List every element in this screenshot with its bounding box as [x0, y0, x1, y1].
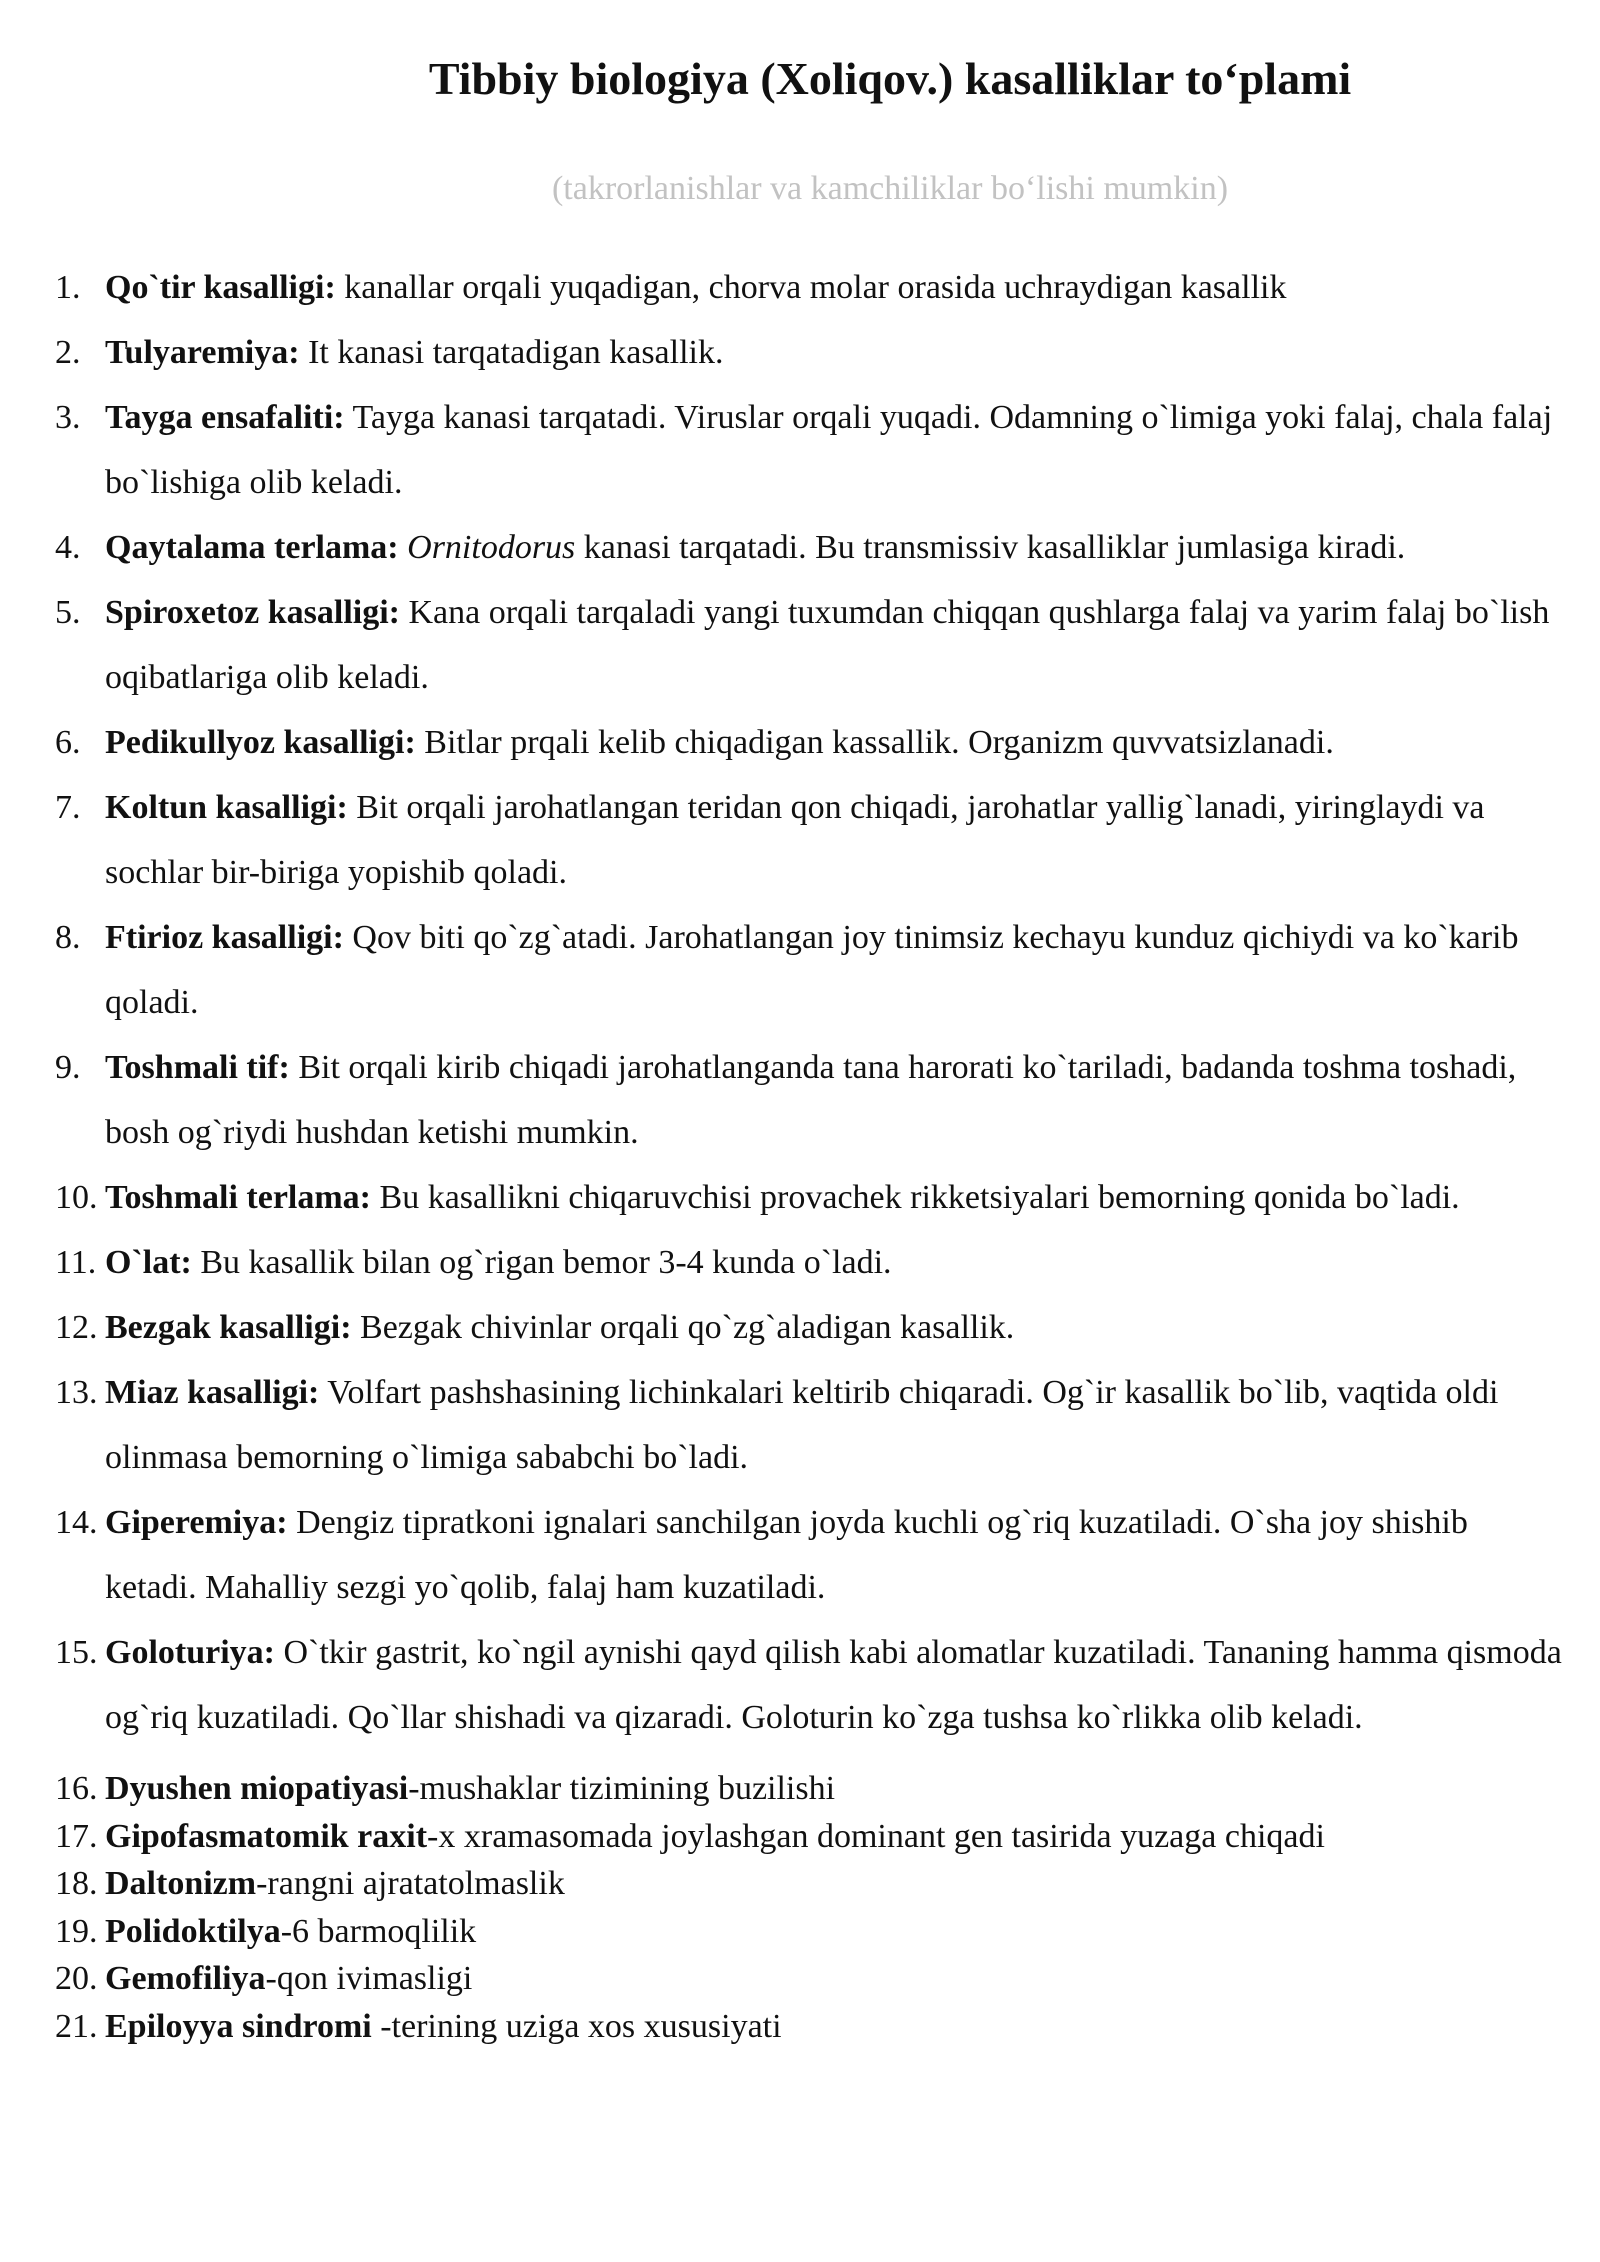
item-term: Tayga ensafaliti: — [105, 399, 345, 436]
item-text: Bit orqali jarohatlangan teridan qon chiqadi, jarohatlar yallig`lanadi, yiringlaydi va sochlar bir-biriga yopishib qoladi. — [105, 789, 1485, 891]
list-item — [55, 905, 1565, 1035]
item-text: Bitlar prqali kelib chiqadigan kassallik. Organizm quvvatsizlanadi. — [415, 724, 1334, 761]
list-item — [55, 255, 1565, 320]
list-item — [55, 1908, 1565, 1956]
item-number: 21. — [55, 2007, 98, 2045]
item-number: 9. — [55, 1049, 81, 1086]
item-text: It kanasi tarqatadigan kasallik. — [299, 334, 724, 371]
item-text: Bu kasallikni chiqaruvchisi provachek rikketsiyalari bemorning qonida bo`ladi. — [371, 1179, 1460, 1216]
item-number: 12. — [55, 1309, 98, 1346]
list-item — [55, 1230, 1565, 1295]
item-text: -6 barmoqlilik — [280, 1912, 477, 1950]
item-text: -terining uziga xos xususiyati — [371, 2007, 782, 2045]
list-item — [55, 1765, 1565, 1813]
item-text: -x xramasomada joylashgan dominant gen tasirida yuzaga chiqadi — [427, 1817, 1325, 1855]
item-number: 13. — [55, 1374, 98, 1411]
item-text: Qov biti qo`zg`atadi. Jarohatlangan joy tinimsiz kechayu kunduz qichiydi va ko`karib qoladi. — [105, 919, 1519, 1021]
list-item — [55, 1860, 1565, 1908]
list-item — [55, 1360, 1565, 1490]
disease-list — [55, 255, 1565, 2050]
item-number: 8. — [55, 919, 81, 956]
item-text: kanallar orqali yuqadigan, chorva molar orasida uchraydigan kasallik — [335, 269, 1287, 306]
item-term: Gemofiliya — [105, 1960, 266, 1997]
list-item — [55, 775, 1565, 905]
item-number: 16. — [55, 1770, 98, 1807]
list-item — [55, 710, 1565, 775]
list-item — [55, 1955, 1565, 2003]
item-term: Toshmali terlama: — [105, 1179, 372, 1216]
item-italic-term: Ornitodorus — [407, 529, 576, 566]
item-term: Polidoktilya — [105, 1912, 281, 1950]
item-number: 15. — [55, 1634, 98, 1671]
item-term: Epiloyya sindromi — [105, 2007, 372, 2045]
list-item — [55, 2003, 1565, 2051]
list-item — [55, 1295, 1565, 1360]
list-item — [55, 515, 1565, 580]
list-item — [55, 385, 1565, 515]
item-term: O`lat: — [105, 1244, 192, 1281]
item-text: -qon ivimasligi — [265, 1960, 473, 1997]
document-subtitle: (takrorlanishlar va kamchiliklar bo‘lishi mumkin) — [551, 170, 1229, 207]
item-term: Pedikullyoz kasalligi: — [105, 724, 416, 761]
item-term: Dyushen miopatiyasi — [105, 1770, 409, 1807]
item-number: 4. — [55, 529, 81, 566]
item-number: 5. — [55, 594, 81, 631]
item-term: Qaytalama terlama: — [105, 529, 399, 566]
list-item — [55, 1165, 1565, 1230]
item-number: 19. — [55, 1912, 98, 1950]
item-text: Kana orqali tarqaladi yangi tuxumdan chiqqan qushlarga falaj va yarim falaj bo`lish oqibatlariga olib keladi. — [105, 594, 1550, 696]
item-term: Daltonizm — [105, 1865, 257, 1902]
item-text: O`tkir gastrit, ko`ngil aynishi qayd qilish kabi alomatlar kuzatiladi. Tananing hamma qismoda og`riq kuzatiladi. Qo`llar shishadi va qizaradi. Goloturin ko`zga tushsa ko`rlikka olib keladi. — [105, 1634, 1562, 1736]
item-text: Bezgak chivinlar orqali qo`zg`aladigan kasallik. — [351, 1309, 1015, 1346]
item-term: Miaz kasalligi: — [105, 1374, 320, 1411]
item-term: Bezgak kasalligi: — [105, 1309, 352, 1346]
item-term: Spiroxetoz kasalligi: — [105, 594, 400, 631]
item-number: 3. — [55, 399, 81, 436]
item-number: 10. — [55, 1179, 98, 1216]
list-item — [55, 1813, 1565, 1861]
item-term: Ftirioz kasalligi: — [105, 919, 344, 956]
item-text: -mushaklar tizimining buzilishi — [408, 1770, 836, 1807]
item-term: Goloturiya: — [105, 1634, 275, 1671]
item-number: 20. — [55, 1960, 98, 1997]
item-term: Tulyaremiya: — [105, 334, 300, 371]
item-term: Toshmali tif: — [105, 1049, 290, 1086]
item-number: 1. — [55, 269, 81, 306]
item-number: 6. — [55, 724, 81, 761]
list-item — [55, 1035, 1565, 1165]
list-item — [55, 1490, 1565, 1620]
item-number: 7. — [55, 789, 81, 826]
list-gap — [55, 1750, 1565, 1765]
list-item — [55, 320, 1565, 385]
item-number: 2. — [55, 334, 81, 371]
item-text: -rangni ajratatolmaslik — [256, 1865, 565, 1902]
item-text: Tayga kanasi tarqatadi. Viruslar orqali yuqadi. Odamning o`limiga yoki falaj, chala falaj bo`lishiga olib keladi. — [105, 399, 1553, 501]
item-term: Koltun kasalligi: — [105, 789, 348, 826]
document-title: Tibbiy biologiya (Xoliqov.) kasalliklar to‘plami — [428, 53, 1352, 104]
item-number: 17. — [55, 1817, 98, 1855]
list-item — [55, 1620, 1565, 1750]
item-text: Bu kasallik bilan og`rigan bemor 3-4 kunda o`ladi. — [191, 1244, 892, 1281]
item-term: Gipofasmatomik raxit — [105, 1817, 428, 1855]
item-number: 14. — [55, 1504, 98, 1541]
item-number: 11. — [55, 1244, 97, 1281]
item-text: Volfart pashshasining lichinkalari keltirib chiqaradi. Og`ir kasallik bo`lib, vaqtida oldi olinmasa bemorning o`limiga sababchi bo`ladi. — [105, 1374, 1499, 1476]
item-text: Bit orqali kirib chiqadi jarohatlanganda tana harorati ko`tariladi, badanda toshma toshadi, bosh og`riydi hushdan ketishi mumkin. — [105, 1049, 1517, 1151]
list-item — [55, 580, 1565, 710]
item-text: kanasi tarqatadi. Bu transmissiv kasalliklar jumlasiga kiradi. — [575, 529, 1406, 566]
item-term: Qo`tir kasalligi: — [105, 269, 336, 306]
item-number: 18. — [55, 1865, 98, 1902]
item-term: Giperemiya: — [105, 1504, 288, 1541]
item-text: Dengiz tipratkoni ignalari sanchilgan joyda kuchli og`riq kuzatiladi. O`sha joy shishib ketadi. Mahalliy sezgi yo`qolib, falaj ham kuzatiladi. — [105, 1504, 1468, 1606]
